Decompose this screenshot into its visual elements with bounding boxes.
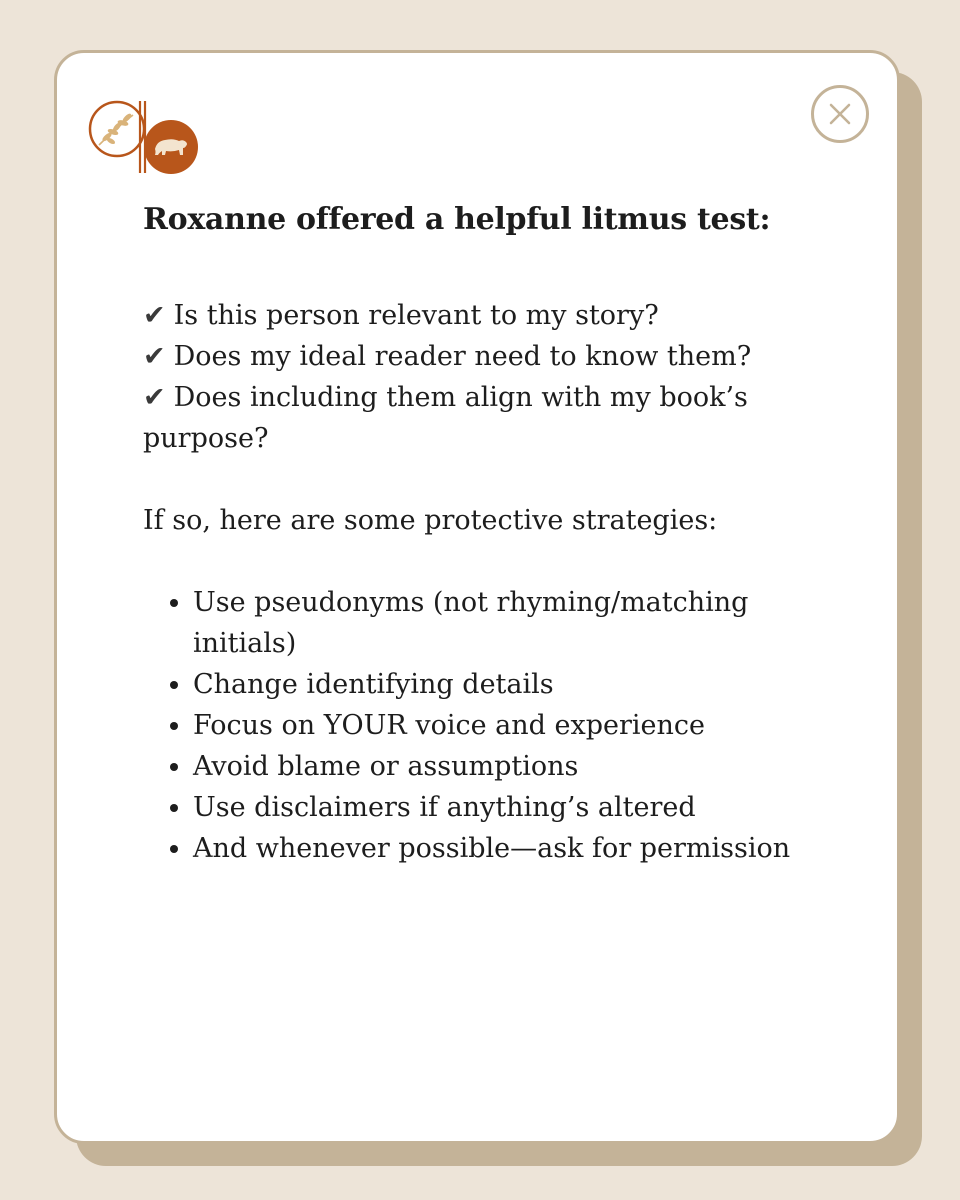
list-item: • And whenever possible—ask for permission	[193, 828, 843, 869]
list-item: • Avoid blame or assumptions	[193, 746, 843, 787]
list-item: • Change identifying details	[193, 664, 843, 705]
list-item: • Use pseudonyms (not rhyming/matching initials)	[193, 582, 843, 664]
checkmark-icon: ✔	[143, 382, 166, 413]
strategies-intro: If so, here are some protective strategies:	[143, 505, 718, 536]
checklist-item: ✔ Does including them align with my book’s purpose?	[143, 382, 748, 454]
close-button[interactable]	[811, 85, 869, 143]
list-item: • Use disclaimers if anything’s altered	[193, 787, 843, 828]
checklist-item: ✔ Does my ideal reader need to know them?	[143, 341, 752, 372]
olive-branch-icon	[99, 113, 133, 145]
checkmark-icon: ✔	[143, 300, 166, 331]
strategies-list	[143, 582, 843, 869]
close-icon	[828, 102, 852, 126]
card-heading: Roxanne offered a helpful litmus test:	[143, 202, 771, 237]
brand-logo	[87, 99, 203, 175]
litmus-checklist	[143, 295, 843, 459]
checklist-item: ✔ Is this person relevant to my story?	[143, 300, 659, 331]
list-item: • Focus on YOUR voice and experience	[193, 705, 843, 746]
card-content	[143, 201, 843, 869]
content-card	[54, 50, 900, 1144]
checkmark-icon: ✔	[143, 341, 166, 372]
